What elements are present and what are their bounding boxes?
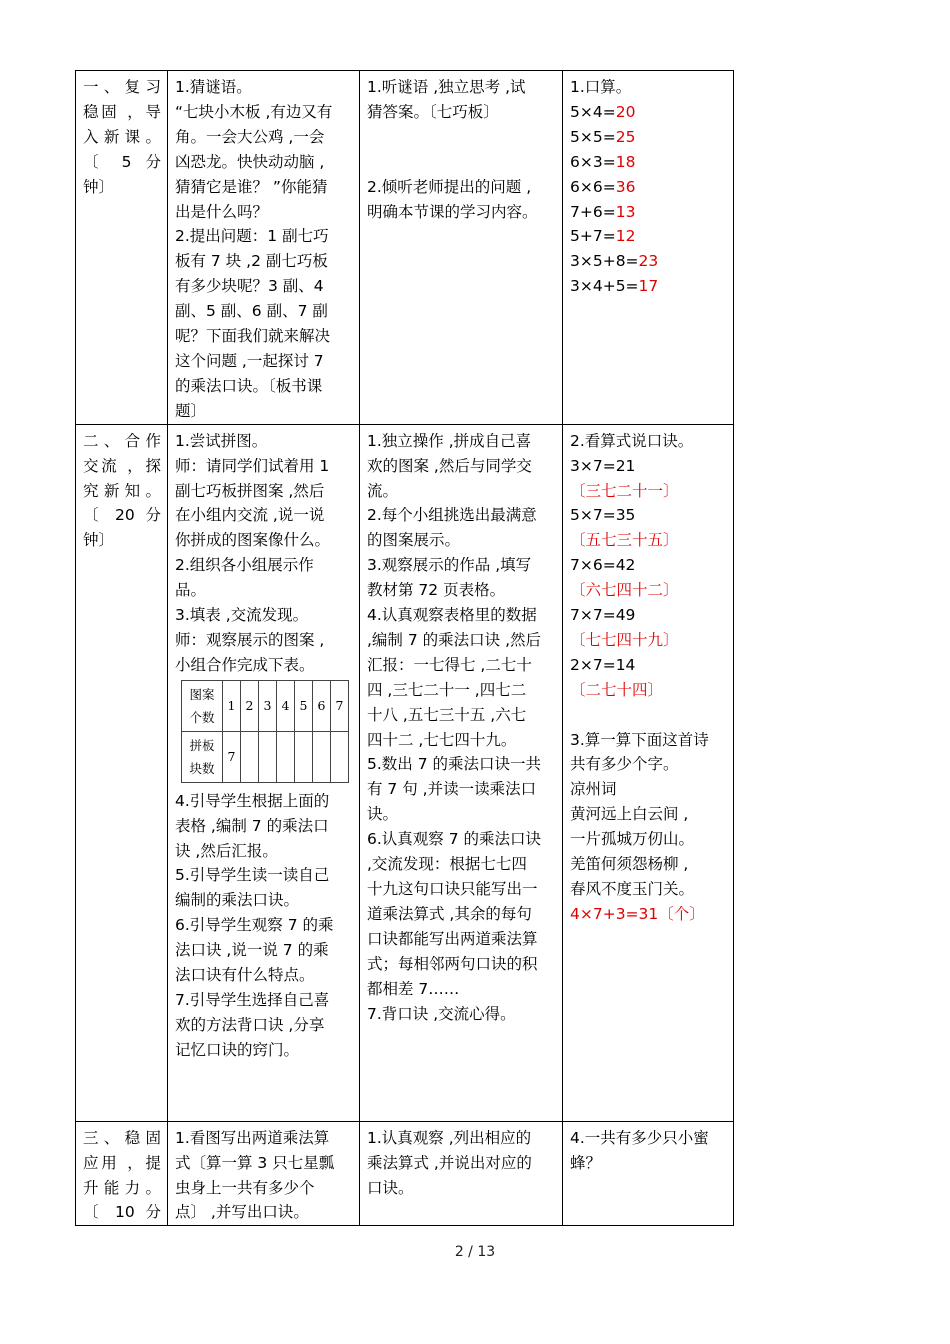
rhyme: 〔三七二十一〕 [570, 481, 679, 500]
student-text [367, 1126, 555, 1201]
text-line: 黄河远上白云间 , [570, 805, 689, 824]
text-line: 欢的图案 ,然后与同学交 [367, 456, 532, 475]
text-line: 师：请同学们试着用 1 [175, 456, 330, 475]
text-line: 十八 ,五七三十五 ,六七 [367, 705, 527, 724]
text-line: 师：观察展示的图案 , [175, 630, 325, 649]
exercise-title: 1.口算。 [570, 78, 632, 96]
text-line: 表格 ,编制 7 的乘法口 [175, 816, 329, 835]
calc-item [570, 100, 726, 125]
text-line: 2.提出问题：1 副七巧 [175, 227, 329, 246]
text-line: 2.每个小组挑选出最满意 [367, 506, 537, 525]
text-line: 角。一会大公鸡 ,一会 [175, 127, 325, 146]
stage-text: 〔 10 分 [83, 1203, 161, 1222]
exercise-cell [563, 1121, 734, 1226]
text-line: 7.引导学生选择自己喜 [175, 991, 330, 1009]
text-line: 板有 7 块 ,2 副七巧板 [175, 252, 328, 271]
stage-text: 三、稳固 [83, 1128, 161, 1147]
table-cell: 3 [259, 680, 277, 731]
table-cell [259, 731, 277, 782]
text-line: 法口诀 ,说一说 7 的乘 [175, 941, 329, 960]
table-cell [331, 731, 349, 782]
calc-answer: 25 [615, 127, 636, 146]
text-line: ,编制 7 的乘法口诀 ,然后 [367, 630, 541, 649]
text-line: 都相差 7…… [367, 979, 460, 998]
text-line: 6.引导学生观察 7 的乘 [175, 916, 334, 935]
table-cell: 7 [223, 731, 241, 782]
text-line: 十九这句口诀只能写出一 [367, 880, 538, 898]
table-cell: 5 [295, 680, 313, 731]
calc-answer: 20 [615, 102, 636, 121]
student-text [367, 75, 555, 125]
stage-text: 钟〕 [83, 177, 115, 196]
stage-text: 钟〕 [83, 531, 115, 550]
teacher-text [175, 789, 352, 1063]
rhyme: 〔七七四十九〕 [570, 630, 679, 649]
calc-item [570, 125, 726, 150]
text-line: 1.听谜语 ,独立思考 ,试 [367, 78, 526, 96]
teacher-text [175, 1126, 352, 1226]
calc-expression: 6×3= [570, 152, 616, 171]
table-cell: 7 [331, 680, 349, 731]
calc-expression: 5+7= [570, 227, 616, 246]
stage-text: 升能力。 [83, 1178, 161, 1197]
teacher-activity-cell [168, 1121, 360, 1226]
rhyme: 〔六七四十二〕 [570, 581, 679, 600]
student-text [367, 429, 555, 1027]
table-cell: 6 [313, 680, 331, 731]
text-line: 口诀都能写出两道乘法算 [367, 929, 538, 948]
poem-text [570, 777, 726, 902]
stage-cell [76, 1121, 168, 1226]
text-line: 一片孤城万仞山。 [570, 830, 695, 849]
text-line: 4.认真观察表格里的数据 [367, 606, 537, 625]
formula: 7×6=42 [570, 556, 636, 575]
stage-text: 入新课。 [83, 127, 161, 146]
calc-answer: 36 [615, 177, 636, 196]
text-line: 共有多少个字。 [570, 755, 679, 774]
text-line: 诀。 [367, 805, 399, 824]
table-header: 图案 个数 [182, 680, 223, 731]
calc-list [570, 100, 726, 299]
text-line: 道乘法算式 ,其余的每句 [367, 904, 532, 923]
text-line: 7.背口诀 ,交流心得。 [367, 1004, 516, 1023]
text-line: 春风不度玉门关。 [570, 879, 695, 898]
text-line: 的乘法口诀。〔板书课 [175, 376, 323, 395]
text-line: 3.算一算下面这首诗 [570, 730, 709, 749]
text-line: ,交流发现：根据七七四 [367, 855, 527, 874]
page-number: 2 / 13 [454, 1244, 496, 1260]
text-line: 出是什么吗？ [175, 202, 269, 221]
text-line: 教材第 72 页表格。 [367, 581, 506, 600]
stage-text: 二、合作 [83, 431, 161, 450]
teacher-activity-cell [168, 424, 360, 1121]
calc-answer: 12 [615, 227, 636, 246]
text-line: 乘法算式 ,并说出对应的 [367, 1153, 532, 1172]
text-line: 虫身上一共有多少个 [175, 1178, 315, 1197]
calc-expression: 3×4+5= [570, 277, 639, 296]
calc-expression: 5×4= [570, 102, 616, 121]
calc-item [570, 249, 726, 274]
calc-answer: 17 [638, 277, 659, 296]
text-line: 3.观察展示的作品 ,填写 [367, 556, 532, 575]
text-line: 凉州词 [570, 780, 617, 799]
rhyme: 〔二七十四〕 [570, 680, 664, 699]
text-line: 记忆口诀的窍门。 [175, 1040, 300, 1059]
stage-text: 〔 5 分 [83, 152, 161, 171]
text-line: 猜答案。〔七巧板〕 [367, 102, 499, 121]
text-line: 有 7 句 ,并读一读乘法口 [367, 780, 537, 799]
calc-answer: 18 [615, 152, 636, 171]
text-line: 点〕 ,并写出口诀。 [175, 1203, 309, 1222]
stage-cell [76, 71, 168, 425]
text-line: 的图案展示。 [367, 531, 461, 550]
student-activity-cell [360, 71, 563, 425]
text-line: 羌笛何须怨杨柳 , [570, 855, 689, 874]
calc-answer: 13 [615, 202, 636, 221]
calc-item [570, 175, 726, 200]
text-line: 4.引导学生根据上面的 [175, 791, 330, 810]
poem-answer: 4×7+3=31〔个〕 [570, 904, 705, 923]
teacher-text [175, 429, 352, 678]
table-row [76, 71, 734, 425]
stage-text: 一、复习 [83, 78, 161, 96]
calc-expression: 6×6= [570, 177, 616, 196]
rhyme-list [570, 454, 726, 703]
calc-item [570, 150, 726, 175]
calc-item [570, 224, 726, 249]
text-line: 这个问题 ,一起探讨 7 [175, 351, 324, 370]
student-activity-cell [360, 424, 563, 1121]
text-line: 呢？下面我们就来解决 [175, 327, 331, 346]
table-cell: 2 [241, 680, 259, 731]
text-line: 诀 ,然后汇报。 [175, 841, 278, 860]
text-line: 小组合作完成下表。 [175, 655, 315, 674]
text-line: 四 ,三七二十一 ,四七二 [367, 680, 527, 699]
calc-item [570, 274, 726, 299]
formula: 2×7=14 [570, 655, 636, 674]
text-line: 四十二 ,七七四十九。 [367, 730, 517, 749]
text-line: 编制的乘法口诀。 [175, 891, 300, 910]
exercise-title: 2.看算式说口诀。 [570, 431, 694, 450]
formula: 7×7=49 [570, 606, 636, 625]
text-line: 猜猜它是谁？ ”你能猜 [175, 177, 328, 196]
text-line: 你拼成的图案像什么。 [175, 531, 331, 550]
table-row [76, 424, 734, 1121]
text-line: 1.猜谜语。 [175, 78, 252, 96]
stage-text: 究新知。 [83, 481, 161, 500]
formula: 5×7=35 [570, 506, 636, 525]
stage-text: 交流 ，探 [83, 456, 161, 475]
table-cell [241, 731, 259, 782]
text-line: 明确本节课的学习内容。 [367, 202, 538, 221]
calc-item [570, 200, 726, 225]
table-cell [277, 731, 295, 782]
student-activity-cell [360, 1121, 563, 1226]
calc-expression: 7+6= [570, 202, 616, 221]
exercise-text [570, 1126, 726, 1176]
text-line: 式〔算一算 3 只七星瓢 [175, 1153, 335, 1172]
table-cell: 1 [223, 680, 241, 731]
text-line: 汇报：一七得七 ,二七十 [367, 655, 532, 674]
text-line: 6.认真观察 7 的乘法口诀 [367, 830, 542, 849]
text-line: 3.填表 ,交流发现。 [175, 606, 309, 625]
teacher-text [175, 75, 352, 424]
text-line: 4.一共有多少只小蜜 [570, 1128, 709, 1147]
text-line: 1.看图写出两道乘法算 [175, 1128, 330, 1147]
table-header: 拼板 块数 [182, 731, 223, 782]
stage-text: 〔 20 分 [83, 506, 161, 525]
table-row [76, 1121, 734, 1226]
table-cell: 4 [277, 680, 295, 731]
table-cell [313, 731, 331, 782]
text-line: 题〕 [175, 401, 207, 420]
exercise-cell [563, 424, 734, 1121]
calc-expression: 5×5= [570, 127, 616, 146]
lesson-plan-table [75, 70, 734, 1226]
text-line: 在小组内交流 ,说一说 [175, 506, 325, 525]
teacher-activity-cell [168, 71, 360, 425]
exercise-cell [563, 71, 734, 425]
text-line: 1.认真观察 ,列出相应的 [367, 1128, 532, 1147]
text-line: 副七巧板拼图案 ,然后 [175, 481, 325, 500]
formula: 3×7=21 [570, 456, 636, 475]
text-line: 欢的方法背口诀 ,分享 [175, 1015, 325, 1034]
text-line: 5.数出 7 的乘法口诀一共 [367, 755, 542, 774]
text-line: 凶恐龙。快快动动脑 , [175, 152, 325, 171]
text-line: 2.组织各小组展示作 [175, 556, 314, 575]
text-line: 式；每相邻两句口诀的积 [367, 954, 538, 973]
stage-cell [76, 424, 168, 1121]
text-line: 口诀。 [367, 1178, 414, 1197]
stage-text: 应用 ，提 [83, 1153, 161, 1172]
calc-expression: 3×5+8= [570, 252, 639, 271]
table-cell [295, 731, 313, 782]
student-text [367, 175, 555, 225]
calc-answer: 23 [638, 252, 659, 271]
stage-text: 稳固 ，导 [83, 102, 161, 121]
text-line: 5.引导学生读一读自己 [175, 866, 330, 885]
text-line: 2.倾听老师提出的问题 , [367, 177, 532, 196]
text-line: 法口诀有什么特点。 [175, 966, 315, 985]
text-line: 有多少块呢？3 副、4 [175, 277, 324, 296]
poem-question [570, 728, 726, 778]
text-line: 1.尝试拼图。 [175, 431, 268, 450]
text-line: 副、5 副、6 副、7 副 [175, 302, 328, 321]
tangram-count-table [181, 680, 349, 783]
text-line: 品。 [175, 581, 207, 600]
text-line: “七块小木板 ,有边又有 [175, 102, 333, 121]
text-line: 1.独立操作 ,拼成自己喜 [367, 431, 532, 450]
text-line: 流。 [367, 481, 399, 500]
text-line: 蜂？ [570, 1153, 602, 1172]
rhyme: 〔五七三十五〕 [570, 531, 679, 550]
